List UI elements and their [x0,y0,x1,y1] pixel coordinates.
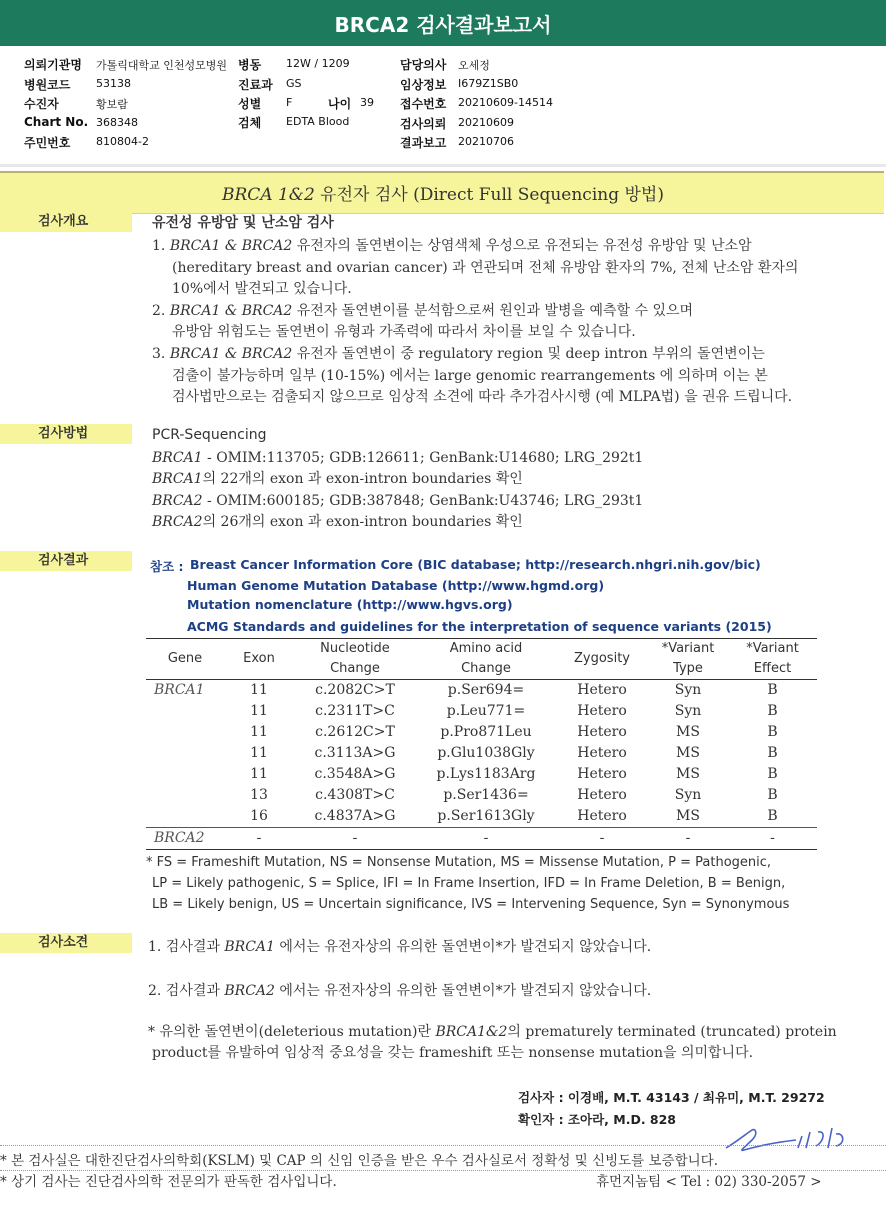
cell-zyg: Hetero [577,724,627,740]
finding-1: 1. 검사결과 BRCA1 에서는 유전자상의 유의한 돌연변이*가 발견되지 않았습니다. [148,939,652,955]
age-value: 39 [360,96,374,109]
cell-gene [146,743,224,764]
table-body [146,680,817,850]
overview-heading: 유전성 유방암 및 난소암 검사 [152,215,334,231]
cell-type: MS [676,724,700,740]
bottom-divider-2 [0,1170,886,1171]
reference-1: Human Genome Mutation Database (http://www.hgmd.org) [187,578,605,593]
cell-type: MS [676,766,700,782]
finding-2: 2. 검사결과 BRCA2 에서는 유전자상의 유의한 돌연변이*가 발견되지 않았습니다. [148,983,652,999]
sex-label: 성별 [238,97,262,111]
cell-aa: p.Lys1183Arg [436,766,536,782]
cell-nuc: c.4308T>C [315,787,395,803]
col-variant-type: *Variant Type [661,641,715,676]
patient-label: 수진자 [24,97,59,111]
cell-exon: 13 [250,787,268,803]
results-tag: 검사결과 [0,551,132,571]
chart-no-label: Chart No. [24,115,89,129]
cell-aa: p.Glu1038Gly [437,745,535,761]
cell-aa: p.Ser694= [447,682,525,698]
table-row [146,722,817,743]
cell-gene [146,764,224,785]
patient-info [0,50,886,160]
clinical-info-value: I679Z1SB0 [458,77,519,90]
cell-nuc: c.2612C>T [315,724,395,740]
footnote-line-1: LP = Likely pathogenic, S = Splice, IFI = In Frame Insertion, IFD = In Frame Deletion, B = Benign, [152,876,786,891]
id-no-value: 810804-2 [96,135,149,148]
hospital-code-label: 병원코드 [24,78,71,92]
request-date-label: 검사의뢰 [400,117,447,131]
cell-effect: B [767,766,778,782]
reference-2: Mutation nomenclature (http://www.hgvs.org) [187,597,513,612]
reference-prefix: 참조 : [150,559,184,574]
receipt-no-label: 접수번호 [400,97,447,111]
cell-type: Syn [674,682,702,698]
cell-aa: p.Ser1613Gly [437,808,535,824]
method-line-0: BRCA1 - OMIM:113705; GDB:126611; GenBank:U14680; LRG_292t1 [152,450,644,466]
cell-effect: B [767,682,778,698]
cell-exon: 11 [250,766,268,782]
table-row [146,806,817,828]
request-date-value: 20210609 [458,116,514,129]
department-label: 진료과 [238,78,273,92]
col-zygosity: Zygosity [574,651,630,666]
report-date-value: 20210706 [458,135,514,148]
cell-zyg: Hetero [577,766,627,782]
cell-nuc: c.4837A>G [314,808,396,824]
test-title-genes: BRCA 1&2 [222,185,315,205]
cell-nuc: c.3548A>G [314,766,396,782]
ward-label: 병동 [238,58,262,72]
certification-note: * 본 검사실은 대한진단검사의학회(KSLM) 및 CAP 의 신임 인증을 받은 우수 검사실로서 정확성 및 신빙도를 보증합니다. [0,1153,718,1169]
col-gene: Gene [167,651,203,666]
cell-gene: BRCA2 [154,830,205,846]
table-row [146,743,817,764]
cell-type: Syn [674,703,702,719]
method-tag: 검사방법 [0,424,132,444]
cell-aa: p.Ser1436= [443,787,529,803]
overview-line-0: 1. BRCA1 & BRCA2 유전자의 돌연변이는 상염색체 우성으로 유전되는 유전성 유방암 및 난소암 [152,238,752,254]
cell-nuc: - [352,830,358,846]
tester-signature-line: 검사자 : 이경배, M.T. 43143 / 최유미, M.T. 29272 [518,1090,825,1105]
cell-nuc: c.2311T>C [315,703,395,719]
results-table [146,638,817,850]
cell-gene [146,785,224,806]
table-header [146,639,817,680]
method-line-3: BRCA2의 26개의 exon 과 exon-intron boundaries 확인 [152,514,523,530]
overview-line-3: 2. BRCA1 & BRCA2 유전자 돌연변이를 분석함으로써 원인과 발병을 예측할 수 있으며 [152,303,694,319]
specimen-label: 검체 [238,116,262,130]
test-title [0,180,886,205]
cell-zyg: Hetero [577,745,627,761]
col-variant-effect: *Variant Effect [746,641,799,676]
cell-gene [146,722,224,743]
table-row [146,701,817,722]
overview-tag: 검사개요 [0,212,132,232]
col-amino-acid: Amino acid Change [449,641,523,676]
finding-note-2: product를 유발하여 임상적 중요성을 갖는 frameshift 또는 nonsense mutation을 의미합니다. [152,1045,754,1061]
cell-exon: 11 [250,682,268,698]
requesting-org-label: 의뢰기관명 [24,58,82,72]
cell-exon: 11 [250,745,268,761]
cell-gene [146,806,224,828]
receipt-no-value: 20210609-14514 [458,96,553,109]
table-row [146,680,817,702]
doctor-label: 담당의사 [400,58,447,72]
report-title: BRCA2 검사결과보고서 [0,0,886,46]
cell-type: MS [676,808,700,824]
cell-aa: p.Pro871Leu [440,724,532,740]
cell-type: Syn [674,787,702,803]
method-line-2: BRCA2 - OMIM:600185; GDB:387848; GenBank:U43746; LRG_293t1 [152,493,644,509]
cell-effect: B [767,724,778,740]
cell-zyg: Hetero [577,787,627,803]
overview-line-6: 검출이 불가능하며 일부 (10-15%) 에서는 large genomic rearrangements 에 의하며 이는 본 [172,368,768,384]
cell-aa: - [483,830,489,846]
header-divider [0,164,886,167]
specimen-value: EDTA Blood [286,115,350,128]
interpretation-note: * 상기 검사는 진단검사의학 전문의가 판독한 검사입니다. [0,1174,337,1190]
cell-zyg: - [599,830,605,846]
cell-effect: B [767,703,778,719]
cell-effect: - [770,830,775,846]
method-heading: PCR-Sequencing [152,427,267,443]
department-value: GS [286,77,302,90]
table-row [146,764,817,785]
cell-effect: B [767,808,778,824]
footnote-line-2: LB = Likely benign, US = Uncertain significance, IVS = Intervening Sequence, Syn = Synonymous [152,897,790,912]
bottom-divider-1 [0,1145,886,1146]
col-exon: Exon [243,651,275,666]
cell-gene: BRCA1 [154,682,205,698]
overview-line-1: (hereditary breast and ovarian cancer) 과 연관되며 전체 유방암 환자의 7%, 전체 난소암 환자의 [172,260,799,276]
reference-0: Breast Cancer Information Core (BIC database; http://research.nhgri.nih.gov/bic) [190,557,761,572]
sex-value: F [286,96,293,109]
cell-exon: 16 [250,808,268,824]
cell-zyg: Hetero [577,703,627,719]
table-row [146,785,817,806]
cell-effect: B [767,787,778,803]
hospital-code-value: 53138 [96,77,131,90]
findings-tag: 검사소견 [0,933,132,953]
confirmer-signature-line: 확인자 : 조아라, M.D. 828 [518,1112,677,1127]
overview-line-5: 3. BRCA1 & BRCA2 유전자 돌연변이 중 regulatory region 및 deep intron 부위의 돌연변이는 [152,346,765,362]
overview-line-4: 유방암 위험도는 돌연변이 유형과 가족력에 따라서 차이를 보일 수 있습니다. [172,324,636,340]
test-title-method: 유전자 검사 (Direct Full Sequencing 방법) [314,185,664,205]
cell-zyg: Hetero [577,808,627,824]
chart-no-value: 368348 [96,116,138,129]
cell-nuc: c.3113A>G [314,745,396,761]
handwritten-signature [718,1118,868,1160]
cell-type: - [685,830,691,846]
clinical-info-label: 임상정보 [400,78,447,92]
age-label: 나이 [328,97,352,111]
cell-exon: - [256,830,262,846]
method-line-1: BRCA1의 22개의 exon 과 exon-intron boundaries 확인 [152,471,523,487]
cell-gene [146,701,224,722]
contact-info: 휴먼지놈팀 < Tel : 02) 330-2057 > [596,1174,822,1190]
table-row-brca2 [146,828,817,850]
cell-effect: B [767,745,778,761]
col-nucleotide: Nucleotide Change [320,641,390,676]
report-date-label: 결과보고 [400,136,447,150]
patient-value: 황보람 [96,98,128,111]
footnote-line-0: * FS = Frameshift Mutation, NS = Nonsense Mutation, MS = Missense Mutation, P = Pathogenic, [146,855,772,870]
cell-type: MS [676,745,700,761]
overview-line-2: 10%에서 발견되고 있습니다. [172,281,352,297]
cell-exon: 11 [250,703,268,719]
doctor-value: 오세정 [458,59,490,72]
ward-value: 12W / 1209 [286,57,350,70]
reference-3: ACMG Standards and guidelines for the interpretation of sequence variants (2015) [187,619,772,634]
cell-zyg: Hetero [577,682,627,698]
id-no-label: 주민번호 [24,136,71,150]
cell-aa: p.Leu771= [446,703,526,719]
finding-note-1: * 유의한 돌연변이(deleterious mutation)란 BRCA1&2의 prematurely terminated (truncated) protein [148,1024,837,1040]
requesting-org-value: 가톨릭대학교 인천성모병원 [96,59,228,72]
cell-exon: 11 [250,724,268,740]
cell-nuc: c.2082C>T [315,682,395,698]
overview-line-7: 검사법만으로는 검출되지 않으므로 임상적 소견에 따라 추가검사시행 (예 MLPA법) 을 권유 드립니다. [172,389,793,405]
